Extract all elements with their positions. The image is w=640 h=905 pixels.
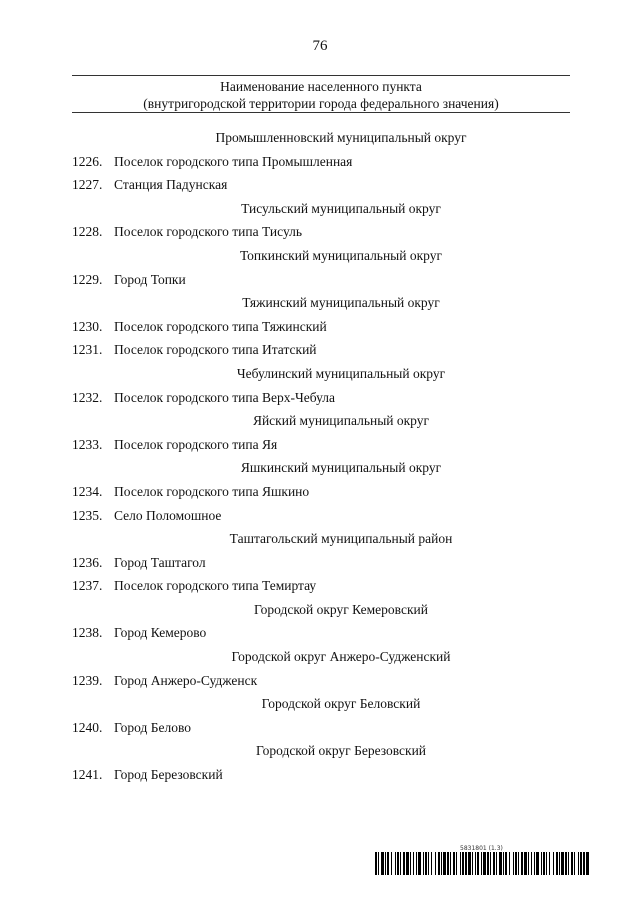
item-number: 1241. xyxy=(72,767,103,783)
district-heading: Таштагольский муниципальный район xyxy=(229,531,453,547)
settlement-name: Город Белово xyxy=(114,719,191,735)
district-heading: Городской округ Анжеро-Судженский xyxy=(231,649,451,665)
list-item xyxy=(72,268,570,292)
barcode-icon xyxy=(375,852,590,875)
list-item xyxy=(72,574,570,598)
header-title: Наименование населенного пункта xyxy=(220,79,422,94)
list-item xyxy=(72,480,570,504)
list-item xyxy=(72,504,570,528)
district-heading: Городской округ Беловский xyxy=(261,696,421,712)
settlement-name: Поселок городского типа Яя xyxy=(114,436,278,452)
item-number: 1235. xyxy=(72,507,103,523)
list-item xyxy=(72,716,570,740)
item-number: 1233. xyxy=(72,436,103,452)
item-number: 1238. xyxy=(72,625,103,641)
settlement-name: Поселок городского типа Тяжинский xyxy=(114,318,327,334)
item-number: 1228. xyxy=(72,224,103,240)
list-item xyxy=(72,150,570,174)
list-item xyxy=(72,621,570,645)
settlement-name: Город Березовский xyxy=(114,767,223,783)
list-item xyxy=(72,386,570,410)
district-heading: Яшкинский муниципальный округ xyxy=(240,460,442,476)
settlement-name: Поселок городского типа Темиртау xyxy=(114,578,317,594)
list-item xyxy=(72,433,570,457)
item-number: 1239. xyxy=(72,672,103,688)
settlement-name: Поселок городского типа Промышленная xyxy=(114,153,353,169)
item-number: 1231. xyxy=(72,342,103,358)
list-item xyxy=(72,220,570,244)
district-heading: Городской округ Березовский xyxy=(255,743,427,759)
settlement-name: Город Анжеро-Судженск xyxy=(114,672,258,688)
item-number: 1227. xyxy=(72,177,103,193)
settlement-name: Село Поломошное xyxy=(114,507,222,523)
table-header xyxy=(72,78,570,112)
settlement-name: Станция Падунская xyxy=(114,177,228,193)
settlement-name: Город Таштагол xyxy=(114,554,206,570)
header-top-rule xyxy=(72,75,570,76)
header-bottom-rule xyxy=(72,112,570,113)
barcode-label: 5831801 (1.3) xyxy=(460,845,503,852)
district-heading: Городской округ Кемеровский xyxy=(254,601,428,617)
header-subtitle: (внутригородской территории города федерального значения) xyxy=(143,96,499,111)
district-heading: Яйский муниципальный округ xyxy=(252,413,430,429)
item-number: 1232. xyxy=(72,389,103,405)
district-heading: Топкинский муниципальный округ xyxy=(239,247,443,263)
settlement-name: Поселок городского типа Итатский xyxy=(114,342,317,358)
list-item xyxy=(72,669,570,693)
item-number: 1237. xyxy=(72,578,103,594)
page-number: 76 xyxy=(312,38,328,54)
item-number: 1229. xyxy=(72,271,103,287)
item-number: 1226. xyxy=(72,153,103,169)
item-number: 1240. xyxy=(72,719,103,735)
settlements-list xyxy=(72,126,570,787)
settlement-name: Город Кемерово xyxy=(114,625,207,641)
district-heading: Промышленновский муниципальный округ xyxy=(215,130,467,145)
item-number: 1236. xyxy=(72,554,103,570)
list-item xyxy=(72,315,570,339)
district-heading: Тяжинский муниципальный округ xyxy=(242,295,440,311)
list-item xyxy=(72,551,570,575)
item-number: 1234. xyxy=(72,483,103,499)
settlement-name: Город Топки xyxy=(114,271,186,287)
list-item xyxy=(72,338,570,362)
settlement-name: Поселок городского типа Тисуль xyxy=(114,224,302,240)
district-heading: Тисульский муниципальный округ xyxy=(241,200,441,216)
settlement-name: Поселок городского типа Яшкино xyxy=(114,483,310,499)
district-heading: Чебулинский муниципальный округ xyxy=(236,365,446,381)
settlement-name: Поселок городского типа Верх-Чебула xyxy=(114,389,335,405)
list-item xyxy=(72,173,570,197)
item-number: 1230. xyxy=(72,318,103,334)
list-item xyxy=(72,763,570,787)
